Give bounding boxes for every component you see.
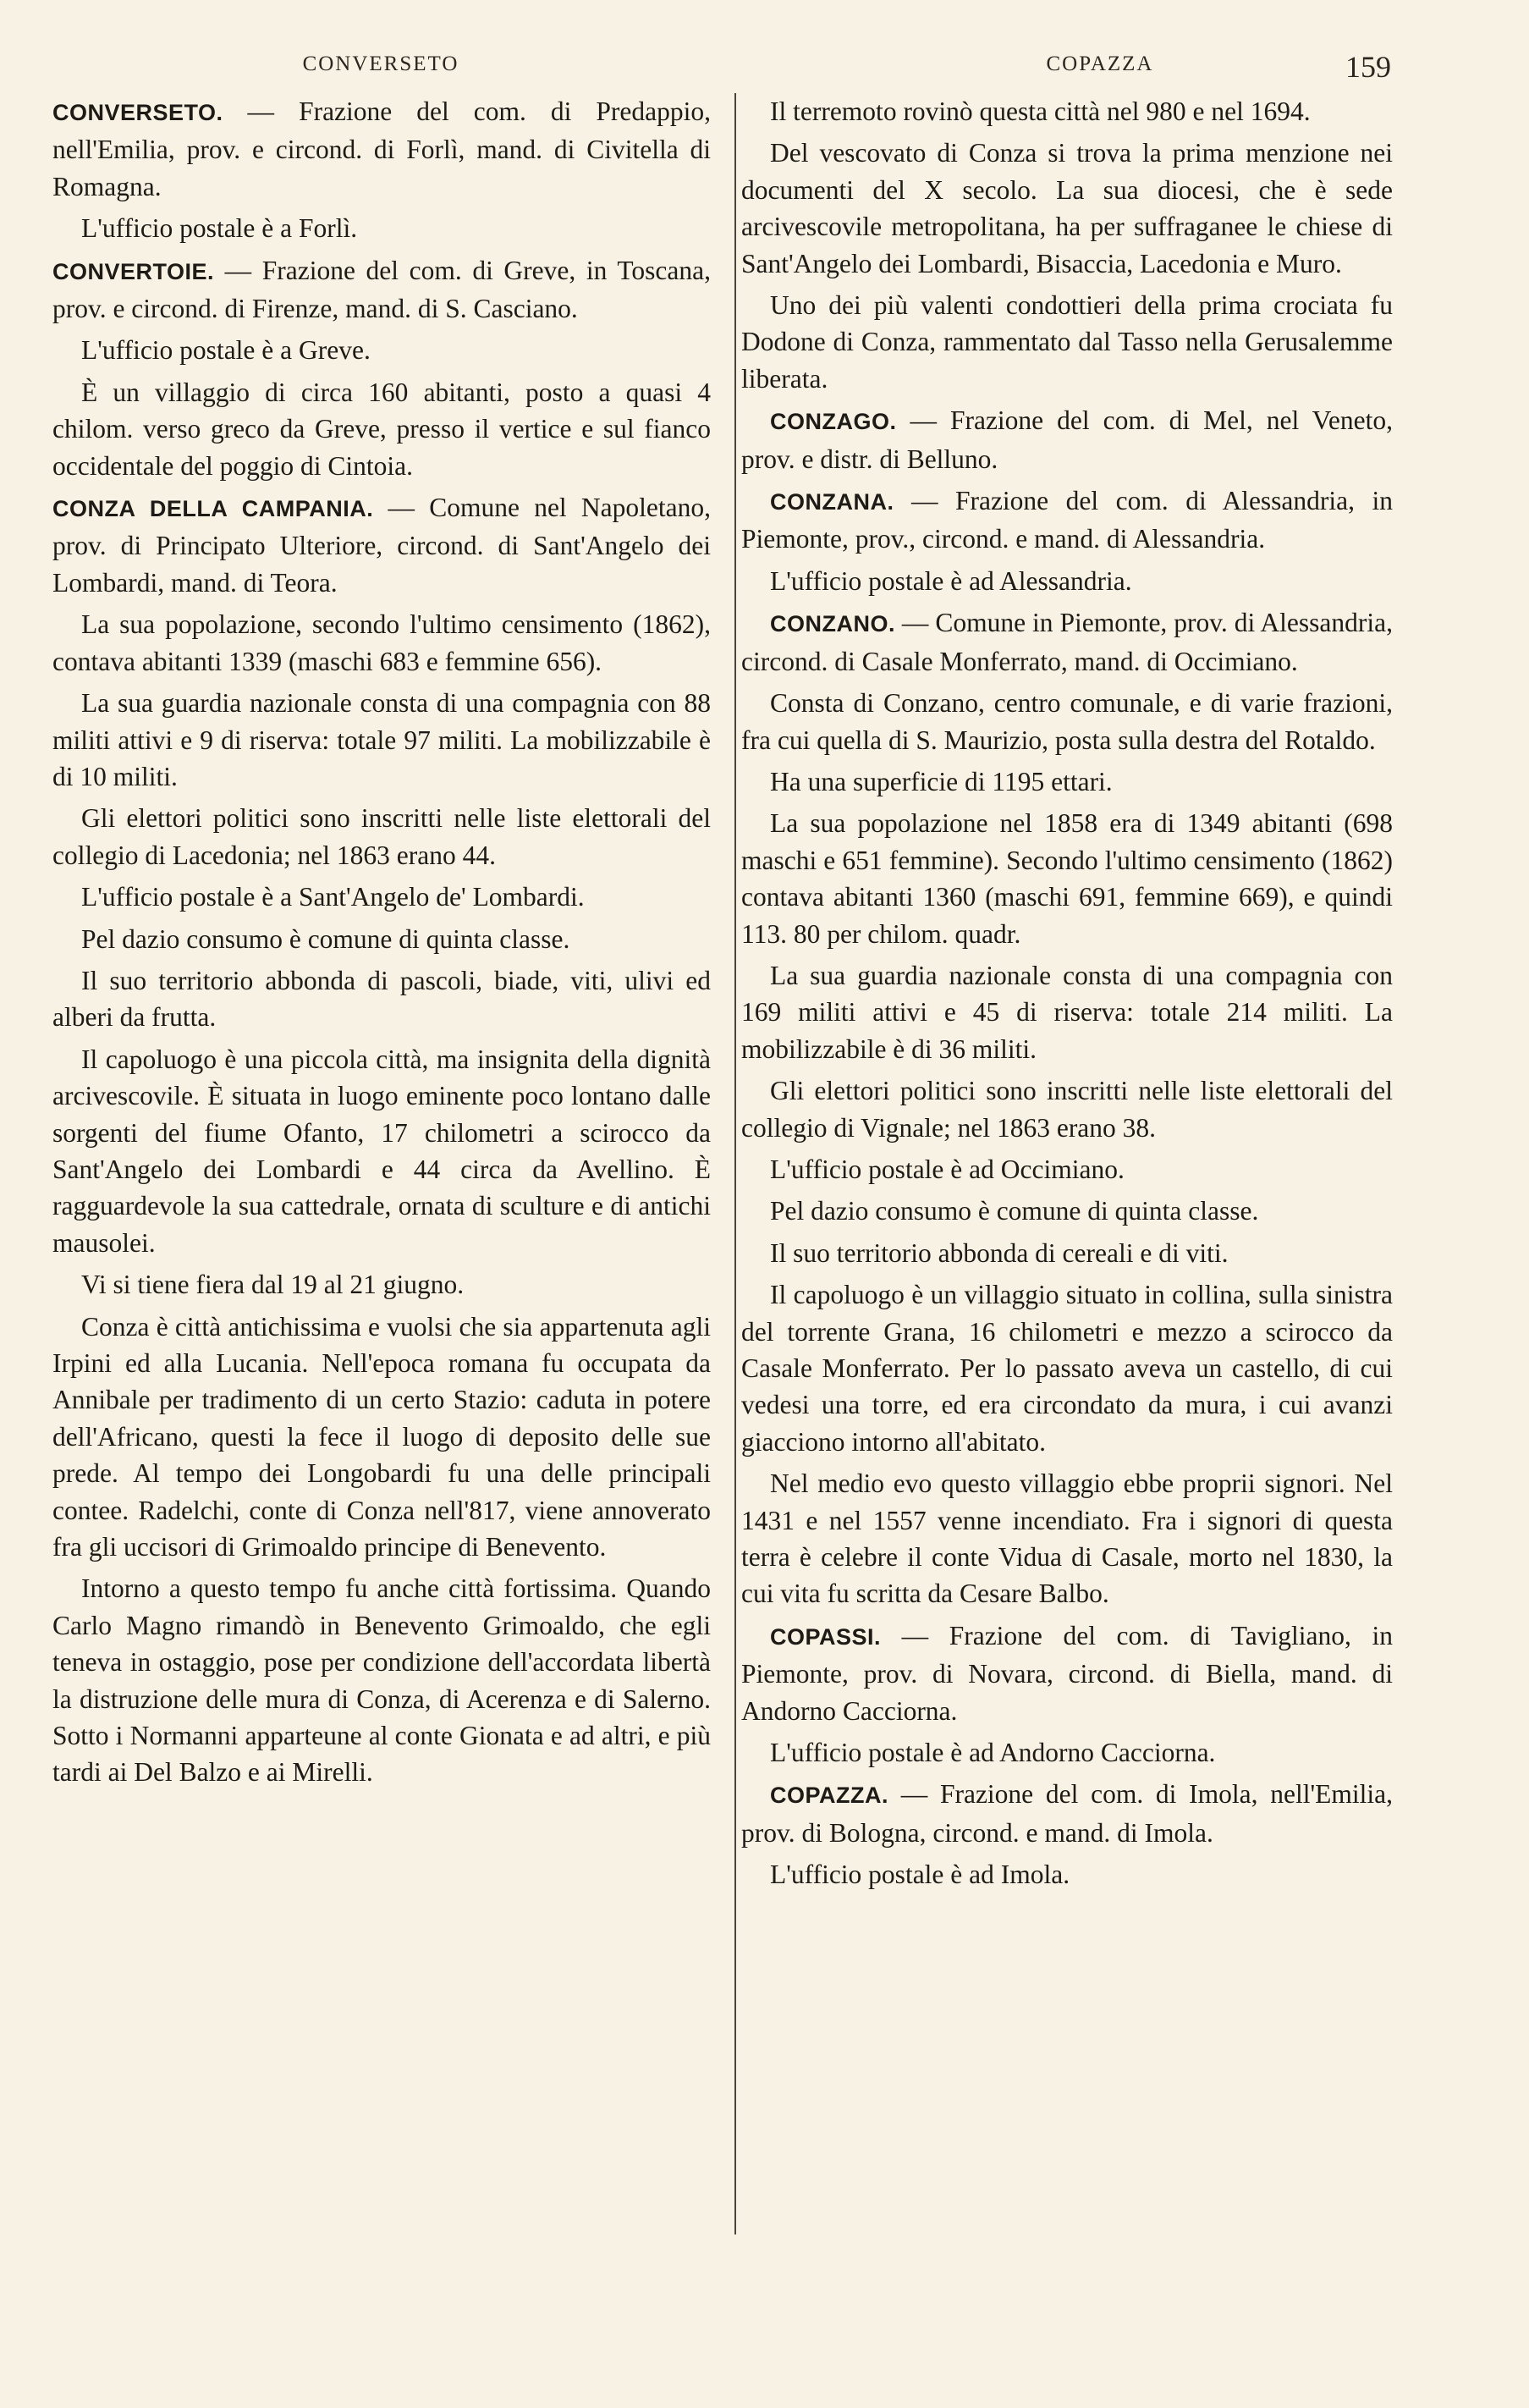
paragraph-text: Consta di Conzano, centro comunale, e di varie frazioni, fra cui quella di S. Maurizio, posta sulla destra del Rotaldo. [741, 688, 1393, 755]
paragraph [741, 287, 1393, 397]
entry-paragraph [741, 1776, 1393, 1851]
paragraph-text: La sua guardia nazionale consta di una compagnia con 88 militi attivi e 9 di riserva: totale 97 militi. La mobilizzabile è di 10 militi. [52, 688, 711, 791]
running-head-left: CONVERSETO [302, 52, 459, 75]
entry-paragraph [52, 252, 711, 328]
paragraph [741, 805, 1393, 952]
paragraph [741, 1072, 1393, 1146]
paragraph [741, 1276, 1393, 1460]
paragraph [52, 962, 711, 1036]
paragraph-text: Pel dazio consumo è comune di quinta classe. [770, 1196, 1259, 1226]
paragraph [52, 1266, 711, 1303]
paragraph-text: Del vescovato di Conza si trova la prima menzione nei documenti del X secolo. La sua diocesi, che è sede arcivescovile metropolitana, ha per suffraganee le chiese di Sant'Angelo dei Lombardi, Bisaccia, Lacedonia e Muro. [741, 138, 1393, 278]
paragraph-text: L'ufficio postale è a Greve. [81, 335, 371, 366]
paragraph [52, 1309, 711, 1566]
entry-text: — Comune in Piemonte, prov. di Alessandria, circond. di Casale Monferrato, mand. di Occimiano. [741, 608, 1393, 676]
paragraph-text: Il suo territorio abbonda di pascoli, biade, viti, ulivi ed alberi da frutta. [52, 965, 711, 1033]
paragraph [741, 1734, 1393, 1771]
left-column [52, 93, 711, 1796]
paragraph-text: È un villaggio di circa 160 abitanti, posto a quasi 4 chilom. verso greco da Greve, presso il vertice e sul fianco occidentale del poggio di Cintoia. [52, 377, 711, 481]
paragraph [741, 1465, 1393, 1612]
entry-headword: CONZANA. [770, 489, 894, 515]
entry-text: — Frazione del com. di Mel, nel Veneto, prov. e distr. di Belluno. [741, 405, 1393, 474]
entry-paragraph [741, 402, 1393, 477]
paragraph-text: Conza è città antichissima e vuolsi che sia appartenuta agli Irpini ed alla Lucania. Nell'epoca romana fu occupata da Annibale per tradimento di un certo Stazio: caduta in potere dell'Africano, questi la fece il luogo di deposito delle sue prede. Al tempo dei Longobardi fu una delle principali contee. Radelchi, conte di Conza nell'817, viene annoverato fra gli uccisori di Grimoaldo principe di Benevento. [52, 1311, 711, 1562]
entry-paragraph [741, 482, 1393, 558]
entry-headword: CONZANO. [770, 611, 895, 637]
paragraph [52, 879, 711, 915]
paragraph-text: Ha una superficie di 1195 ettari. [770, 766, 1113, 796]
paragraph-text: Gli elettori politici sono inscritti nelle liste elettorali del collegio di Lacedonia; nel 1863 erano 44. [52, 803, 711, 870]
paragraph-text: La sua guardia nazionale consta di una compagnia con 169 militi attivi e 45 di riserva: totale 214 militi. La mobilizzabile è di 36 militi. [741, 960, 1393, 1064]
paragraph [741, 957, 1393, 1067]
entry-paragraph [52, 489, 711, 601]
paragraph-text: Il capoluogo è una piccola città, ma insignita della dignità arcivescovile. È situata in luogo eminente poco lontano dalle sorgenti del fiume Ofanto, 17 chilometri a scirocco da Sant'Angelo dei Lombardi e 44 circa da Avellino. È ragguardevole la sua cattedrale, ornata di sculture e di antichi mausolei. [52, 1044, 711, 1258]
paragraph-text: Vi si tiene fiera dal 19 al 21 giugno. [81, 1270, 465, 1300]
column-divider [734, 93, 736, 2234]
running-head-right: COPAZZA [1046, 52, 1154, 75]
paragraph [52, 332, 711, 368]
entry-text: — Frazione del com. di Predappio, nell'Emilia, prov. e circond. di Forlì, mand. di Civitella di Romagna. [52, 96, 711, 201]
paragraph-text: L'ufficio postale è a Forlì. [81, 213, 358, 244]
entry-text: — Comune nel Napoletano, prov. di Principato Ulteriore, circond. di Sant'Angelo dei Lombardi, mand. di Teora. [52, 493, 711, 598]
entry-text: — Frazione del com. di Alessandria, in Piemonte, prov., circond. e mand. di Alessandria. [741, 486, 1393, 554]
entry-paragraph [741, 604, 1393, 680]
paragraph [741, 563, 1393, 599]
paragraph-text: La sua popolazione, secondo l'ultimo censimento (1862), contava abitanti 1339 (maschi 683 e femmine 656). [52, 609, 711, 676]
paragraph-text: L'ufficio postale è a Sant'Angelo de' Lombardi. [81, 882, 585, 912]
paragraph [52, 1570, 711, 1790]
paragraph-text: La sua popolazione nel 1858 era di 1349 abitanti (698 maschi e 651 femmine). Secondo l'ultimo censimento (1862) contava abitanti 1360 (maschi 691, femmine 669), e quindi 113. 80 per chilom. quadr. [741, 808, 1393, 949]
paragraph-text: Intorno a questo tempo fu anche città fortissima. Quando Carlo Magno rimandò in Benevento Grimoaldo, che egli teneva in ostaggio, pose per condizione dell'accordata libertà la distruzione delle mura di Conza, di Acerenza e di Salerno. Sotto i Normanni apparteune al conte Gionata e ad altri, e più tardi ai Del Balzo e ai Mirelli. [52, 1573, 711, 1788]
paragraph-text: L'ufficio postale è ad Andorno Cacciorna. [770, 1738, 1216, 1768]
entry-headword: COPASSI. [770, 1623, 882, 1650]
paragraph [52, 685, 711, 795]
right-column [741, 93, 1393, 1898]
paragraph [741, 1856, 1393, 1893]
paragraph [741, 1151, 1393, 1187]
paragraph [741, 1193, 1393, 1229]
entry-headword: COPAZZA. [770, 1783, 888, 1809]
paragraph-text: L'ufficio postale è ad Occimiano. [770, 1154, 1125, 1184]
paragraph [741, 93, 1393, 129]
paragraph-text: L'ufficio postale è ad Imola. [770, 1860, 1070, 1890]
entry-text: — Frazione del com. di Tavigliano, in Piemonte, prov. di Novara, circond. di Biella, mand. di Andorno Cacciorna. [741, 1620, 1393, 1726]
entry-paragraph [741, 1617, 1393, 1729]
entry-headword: CONZA DELLA CAMPANIA. [52, 496, 374, 522]
paragraph [741, 1235, 1393, 1271]
paragraph [741, 135, 1393, 282]
entry-text: — Frazione del com. di Greve, in Toscana, prov. e circond. di Firenze, mand. di S. Casciano. [52, 255, 711, 324]
entry-headword: CONVERTOIE. [52, 258, 215, 284]
paragraph-text: Nel medio evo questo villaggio ebbe proprii signori. Nel 1431 e nel 1557 venne incendiato. Fra i signori di questa terra è celebre il conte Vidua di Casale, morto nel 1830, la cui vita fu scritta da Cesare Balbo. [741, 1468, 1393, 1609]
paragraph [741, 685, 1393, 758]
entry-text: — Frazione del com. di Imola, nell'Emilia, prov. di Bologna, circond. e mand. di Imola. [741, 1779, 1393, 1848]
paragraph-text: Gli elettori politici sono inscritti nelle liste elettorali del collegio di Vignale; nel 1863 erano 38. [741, 1076, 1393, 1143]
paragraph [52, 1041, 711, 1261]
paragraph [52, 210, 711, 246]
paragraph [52, 606, 711, 680]
paragraph-text: Pel dazio consumo è comune di quinta classe. [81, 923, 570, 954]
entry-paragraph [52, 93, 711, 205]
paragraph [52, 921, 711, 957]
paragraph-text: Il capoluogo è un villaggio situato in collina, sulla sinistra del torrente Grana, 16 chilometri e mezzo a scirocco da Casale Monferrato. Per lo passato aveva un castello, di cui vedesi una torre, ed era circondato da mura, i cui avanzi giacciono intorno all'abitato. [741, 1280, 1393, 1457]
paragraph-text: Uno dei più valenti condottieri della prima crociata fu Dodone di Conza, rammentato dal Tasso nella Gerusalemme liberata. [741, 290, 1393, 394]
paragraph [52, 800, 711, 873]
entry-headword: CONVERSETO. [52, 100, 223, 125]
paragraph [52, 374, 711, 484]
paragraph-text: Il suo territorio abbonda di cereali e di viti. [770, 1237, 1229, 1268]
entry-headword: CONZAGO. [770, 409, 897, 435]
paragraph-text: Il terremoto rovinò questa città nel 980 e nel 1694. [770, 96, 1311, 126]
paragraph [741, 763, 1393, 800]
page-number: 159 [1345, 50, 1391, 84]
paragraph-text: L'ufficio postale è ad Alessandria. [770, 565, 1132, 596]
